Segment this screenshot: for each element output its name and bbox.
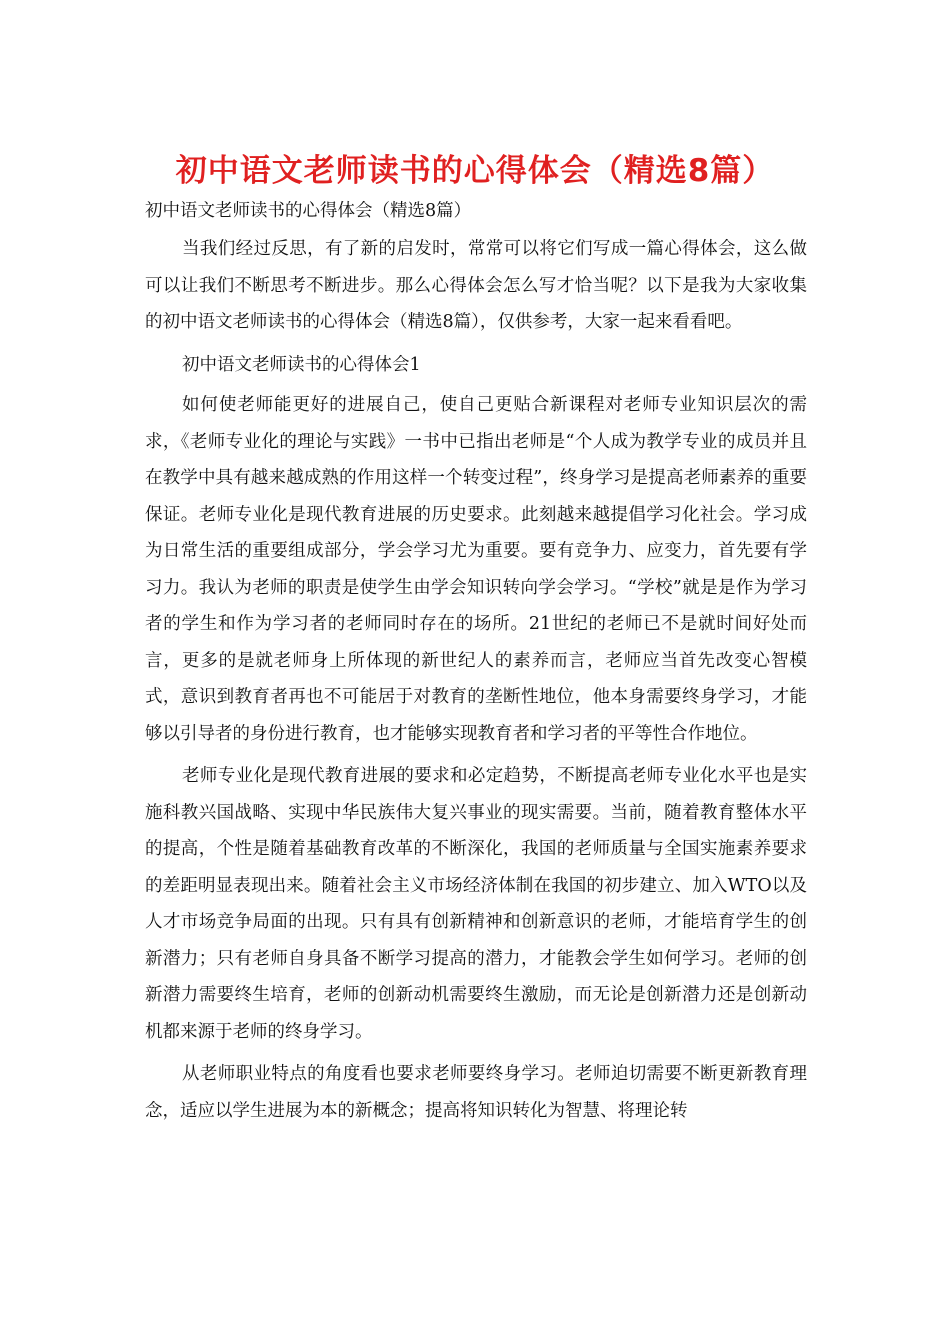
intro-paragraph: 当我们经过反思，有了新的启发时，常常可以将它们写成一篇心得体会，这么做可以让我们不断思考不断进步。那么心得体会怎么写才恰当呢？以下是我为大家收集的初中语文老师读书的心得体会（精选8篇），仅供参考，大家一起来看看吧。 [145, 239, 807, 332]
document-subtitle: 初中语文老师读书的心得体会（精选8篇） [145, 201, 472, 221]
body-paragraph: 如何使老师能更好的进展自己，使自己更贴合新课程对老师专业知识层次的需求，《老师专业化的理论与实践》一书中已指出老师是“个人成为教学专业的成员并且在教学中具有越来越成熟的作用这样一个转变过程”，终身学习是提高老师素养的重要保证。老师专业化是现代教育进展的历史要求。此刻越来越提倡学习化社会。学习成为日常生活的重要组成部分，学会学习尤为重要。要有竞争力、应变力，首先要有学习力。我认为老师的职责是使学生由学会知识转向学会学习。“学校”就是是作为学习者的学生和作为学习者的老师同时存在的场所。21世纪的老师已不是就时间好处而言，更多的是就老师身上所体现的新世纪人的素养而言，老师应当首先改变心智模式，意识到教育者再也不可能居于对教育的垄断性地位，他本身需要终身学习，才能够以引导者的身份进行教育，也才能够实现教育者和学习者的平等性合作地位。 [145, 395, 807, 744]
section-heading: 初中语文老师读书的心得体会1 [182, 354, 421, 375]
body-paragraph: 老师专业化是现代教育进展的要求和必定趋势，不断提高老师专业化水平也是实施科教兴国战略、实现中华民族伟大复兴事业的现实需要。当前，随着教育整体水平的提高，个性是随着基础教育改革的不断深化，我国的老师质量与全国实施素养要求的差距明显表现出来。随着社会主义市场经济体制在我国的初步建立、加入WTO以及人才市场竞争局面的出现。只有具有创新精神和创新意识的老师，才能培育学生的创新潜力；只有老师自身具备不断学习提高的潜力，才能教会学生如何学习。老师的创新潜力需要终生培育，老师的创新动机需要终生激励，而无论是创新潜力还是创新动机都来源于老师的终身学习。 [145, 766, 807, 1042]
document-body [145, 197, 807, 1135]
document-title: 初中语文老师读书的心得体会（精选8篇） [175, 153, 775, 189]
body-paragraph: 从老师职业特点的角度看也要求老师要终身学习。老师迫切需要不断更新教育理念，适应以学生进展为本的新概念；提高将知识转化为智慧、将理论转 [145, 1064, 807, 1121]
